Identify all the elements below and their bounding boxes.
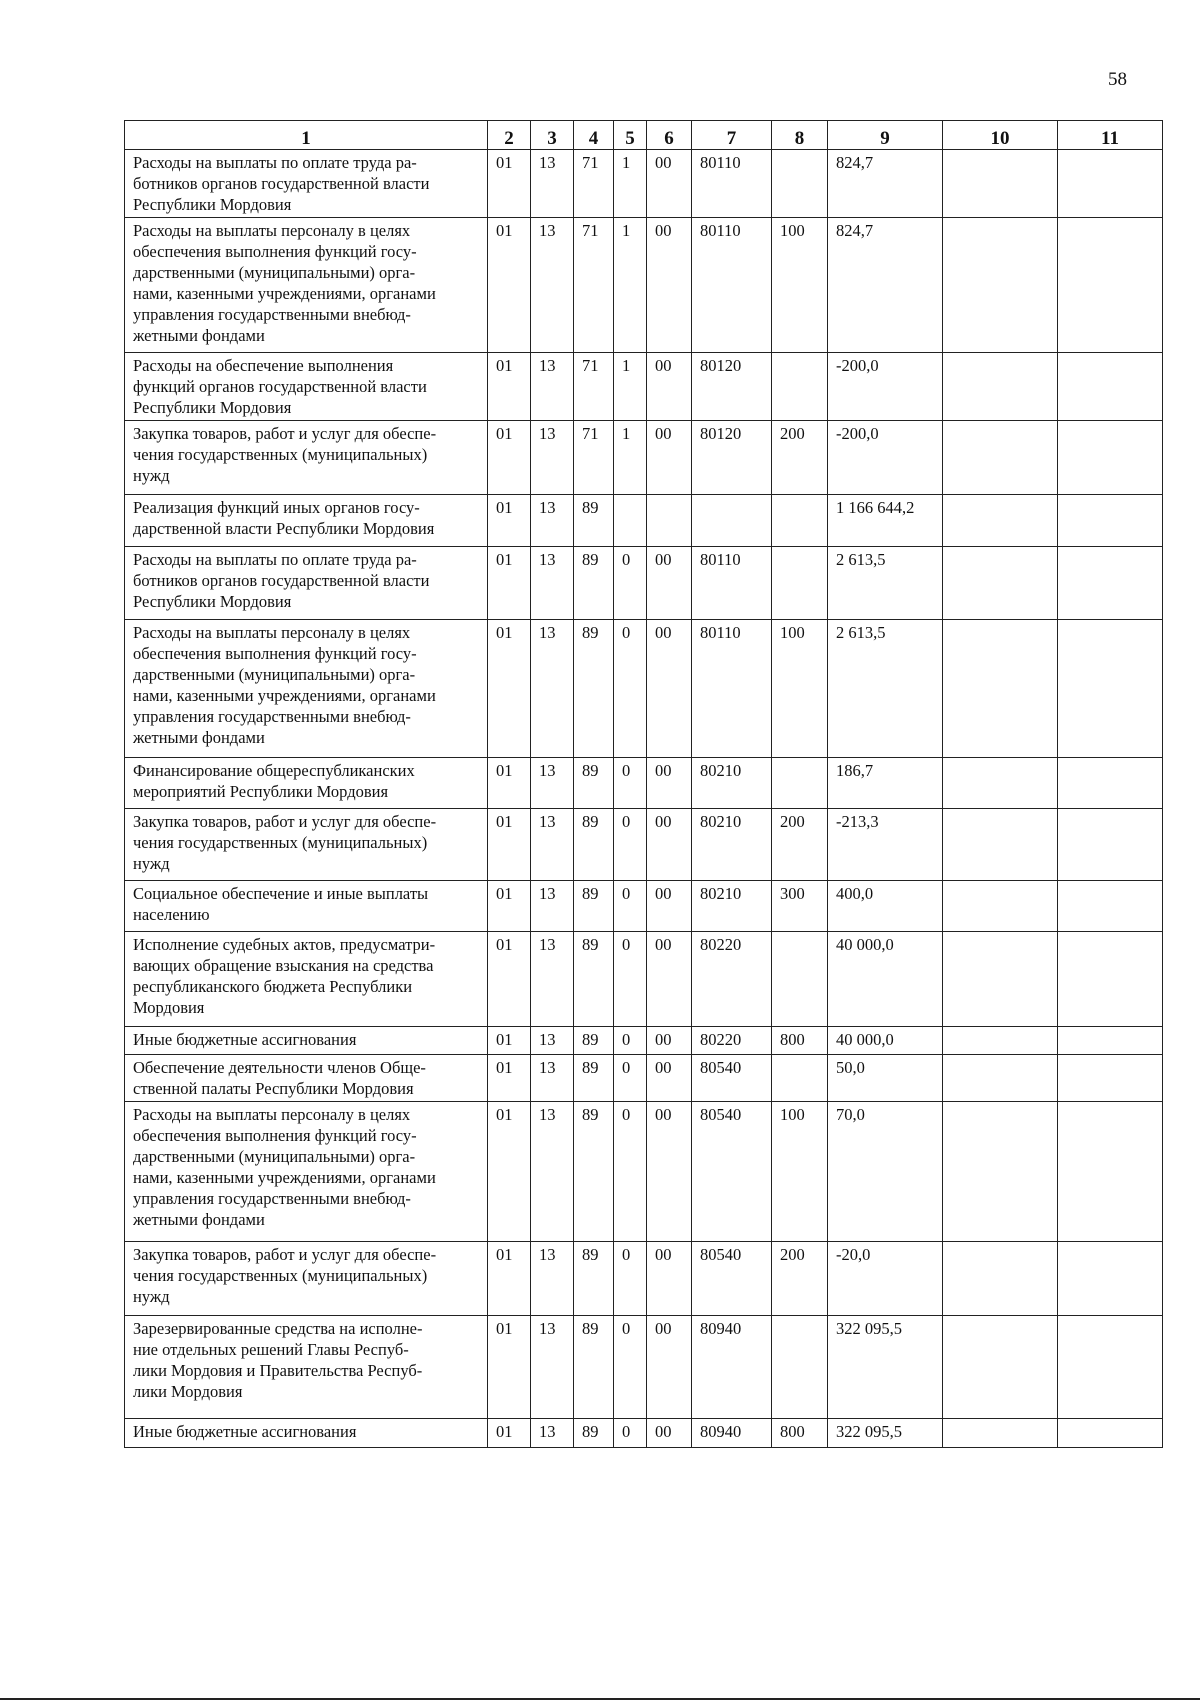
row-cell-col3: 13 (531, 620, 574, 758)
header-cell: 4 (574, 121, 614, 150)
row-cell-col7: 80110 (692, 547, 772, 620)
row-cell-col5: 0 (614, 1316, 647, 1419)
row-cell-col3: 13 (531, 150, 574, 218)
row-cell-col11 (1058, 620, 1163, 758)
page-number: 58 (1108, 69, 1127, 90)
header-cell: 5 (614, 121, 647, 150)
row-description: Финансирование общереспубликанских мероприятий Республики Мордовия (125, 758, 488, 809)
row-cell-col7: 80110 (692, 620, 772, 758)
row-cell-col5: 0 (614, 758, 647, 809)
row-cell-col2: 01 (488, 547, 531, 620)
table-row (125, 218, 1163, 353)
row-description: Расходы на выплаты по оплате труда ра- ботников органов государственной власти Республики Мордовия (125, 150, 488, 218)
row-cell-col11 (1058, 547, 1163, 620)
row-description: Расходы на выплаты персоналу в целях обеспечения выполнения функций госу- дарственными (муниципальными) орга- нами, казенными учреждениями, органами управления государственными внебюд- жетными фондами (125, 218, 488, 353)
row-cell-col3: 13 (531, 809, 574, 881)
row-cell-col7: 80120 (692, 353, 772, 421)
row-description: Обеспечение деятельности членов Обще- ственной палаты Республики Мордовия (125, 1055, 488, 1102)
row-cell-col8: 800 (772, 1027, 828, 1055)
row-cell-col5: 0 (614, 809, 647, 881)
table-row (125, 495, 1163, 547)
table-row (125, 932, 1163, 1027)
row-cell-col3: 13 (531, 1242, 574, 1316)
row-cell-col9: 2 613,5 (828, 620, 943, 758)
row-cell-col11 (1058, 1316, 1163, 1419)
row-description: Зарезервированные средства на исполне- ние отдельных решений Главы Респуб- лики Мордовия и Правительства Респуб- лики Мордовия (125, 1316, 488, 1419)
row-cell-col8: 100 (772, 620, 828, 758)
row-cell-col4: 71 (574, 353, 614, 421)
table-row (125, 758, 1163, 809)
row-cell-col2: 01 (488, 421, 531, 495)
table-row (125, 881, 1163, 932)
row-cell-col6: 00 (647, 353, 692, 421)
row-cell-col10 (943, 1055, 1058, 1102)
row-cell-col2: 01 (488, 150, 531, 218)
row-cell-col2: 01 (488, 218, 531, 353)
row-cell-col6: 00 (647, 932, 692, 1027)
table-row (125, 353, 1163, 421)
header-cell: 2 (488, 121, 531, 150)
row-cell-col9: 2 613,5 (828, 547, 943, 620)
row-cell-col5: 0 (614, 1102, 647, 1242)
row-description: Социальное обеспечение и иные выплаты населению (125, 881, 488, 932)
row-cell-col3: 13 (531, 353, 574, 421)
table-row (125, 1419, 1163, 1448)
row-cell-col9: -200,0 (828, 421, 943, 495)
row-cell-col3: 13 (531, 421, 574, 495)
row-cell-col6: 00 (647, 758, 692, 809)
row-cell-col7: 80540 (692, 1102, 772, 1242)
row-cell-col11 (1058, 932, 1163, 1027)
row-cell-col6: 00 (647, 1242, 692, 1316)
row-cell-col6: 00 (647, 809, 692, 881)
row-cell-col8 (772, 495, 828, 547)
row-cell-col8: 800 (772, 1419, 828, 1448)
row-cell-col4: 89 (574, 1027, 614, 1055)
row-cell-col3: 13 (531, 758, 574, 809)
row-cell-col4: 71 (574, 421, 614, 495)
row-cell-col8: 200 (772, 1242, 828, 1316)
row-cell-col2: 01 (488, 1055, 531, 1102)
row-cell-col8 (772, 932, 828, 1027)
header-cell: 1 (125, 121, 488, 150)
row-cell-col2: 01 (488, 881, 531, 932)
row-description: Исполнение судебных актов, предусматри- вающих обращение взыскания на средства республиканского бюджета Республики Мордовия (125, 932, 488, 1027)
row-cell-col7: 80540 (692, 1242, 772, 1316)
row-cell-col4: 71 (574, 150, 614, 218)
row-cell-col11 (1058, 758, 1163, 809)
row-cell-col9: 1 166 644,2 (828, 495, 943, 547)
table-row (125, 1242, 1163, 1316)
row-cell-col9: 322 095,5 (828, 1419, 943, 1448)
row-cell-col11 (1058, 1419, 1163, 1448)
row-cell-col5: 0 (614, 1242, 647, 1316)
row-cell-col10 (943, 547, 1058, 620)
row-cell-col10 (943, 421, 1058, 495)
row-cell-col3: 13 (531, 1055, 574, 1102)
row-cell-col5: 1 (614, 353, 647, 421)
header-cell: 9 (828, 121, 943, 150)
row-cell-col6: 00 (647, 1419, 692, 1448)
row-cell-col6: 00 (647, 1055, 692, 1102)
row-cell-col8 (772, 547, 828, 620)
row-cell-col4: 71 (574, 218, 614, 353)
row-cell-col7 (692, 495, 772, 547)
row-description: Расходы на выплаты персоналу в целях обеспечения выполнения функций госу- дарственными (муниципальными) орга- нами, казенными учреждениями, органами управления государственными внебюд- жетными фондами (125, 620, 488, 758)
row-cell-col5: 1 (614, 218, 647, 353)
row-cell-col10 (943, 353, 1058, 421)
row-cell-col11 (1058, 218, 1163, 353)
row-cell-col11 (1058, 150, 1163, 218)
row-cell-col5: 0 (614, 932, 647, 1027)
row-cell-col8: 200 (772, 809, 828, 881)
row-cell-col10 (943, 758, 1058, 809)
budget-table (124, 120, 1163, 1448)
row-cell-col4: 89 (574, 1316, 614, 1419)
row-cell-col6 (647, 495, 692, 547)
row-cell-col5: 0 (614, 1419, 647, 1448)
row-description: Иные бюджетные ассигнования (125, 1419, 488, 1448)
row-cell-col10 (943, 932, 1058, 1027)
table-body (125, 150, 1163, 1448)
row-cell-col2: 01 (488, 932, 531, 1027)
row-cell-col3: 13 (531, 495, 574, 547)
row-cell-col10 (943, 809, 1058, 881)
row-cell-col8 (772, 150, 828, 218)
row-cell-col9: -20,0 (828, 1242, 943, 1316)
row-cell-col10 (943, 495, 1058, 547)
row-cell-col11 (1058, 809, 1163, 881)
table-row (125, 1027, 1163, 1055)
row-description: Иные бюджетные ассигнования (125, 1027, 488, 1055)
row-description: Закупка товаров, работ и услуг для обеспе- чения государственных (муниципальных) нужд (125, 809, 488, 881)
row-cell-col4: 89 (574, 758, 614, 809)
header-cell: 11 (1058, 121, 1163, 150)
row-cell-col4: 89 (574, 495, 614, 547)
row-cell-col9: 186,7 (828, 758, 943, 809)
row-cell-col8: 200 (772, 421, 828, 495)
row-cell-col11 (1058, 421, 1163, 495)
row-cell-col6: 00 (647, 1316, 692, 1419)
row-cell-col10 (943, 1102, 1058, 1242)
row-description: Реализация функций иных органов госу- дарственной власти Республики Мордовия (125, 495, 488, 547)
row-cell-col5: 0 (614, 1055, 647, 1102)
row-cell-col4: 89 (574, 1102, 614, 1242)
row-cell-col11 (1058, 881, 1163, 932)
row-cell-col2: 01 (488, 1316, 531, 1419)
row-cell-col10 (943, 150, 1058, 218)
row-cell-col10 (943, 881, 1058, 932)
row-cell-col6: 00 (647, 1027, 692, 1055)
row-cell-col3: 13 (531, 932, 574, 1027)
row-cell-col8: 300 (772, 881, 828, 932)
row-cell-col7: 80210 (692, 758, 772, 809)
row-cell-col4: 89 (574, 620, 614, 758)
row-cell-col2: 01 (488, 620, 531, 758)
row-cell-col7: 80540 (692, 1055, 772, 1102)
row-cell-col2: 01 (488, 1419, 531, 1448)
row-cell-col5: 0 (614, 547, 647, 620)
row-cell-col9: 40 000,0 (828, 932, 943, 1027)
row-cell-col3: 13 (531, 547, 574, 620)
row-cell-col11 (1058, 1055, 1163, 1102)
header-cell: 8 (772, 121, 828, 150)
table-row (125, 620, 1163, 758)
row-cell-col8: 100 (772, 218, 828, 353)
header-cell: 3 (531, 121, 574, 150)
row-cell-col11 (1058, 1102, 1163, 1242)
row-cell-col11 (1058, 1242, 1163, 1316)
row-cell-col8 (772, 758, 828, 809)
table-row (125, 150, 1163, 218)
row-description: Расходы на выплаты по оплате труда ра- ботников органов государственной власти Республики Мордовия (125, 547, 488, 620)
row-cell-col3: 13 (531, 1419, 574, 1448)
row-cell-col8 (772, 1316, 828, 1419)
row-cell-col8 (772, 1055, 828, 1102)
row-cell-col7: 80220 (692, 1027, 772, 1055)
row-cell-col6: 00 (647, 881, 692, 932)
row-cell-col5: 0 (614, 620, 647, 758)
row-cell-col4: 89 (574, 1419, 614, 1448)
header-row (125, 121, 1163, 150)
row-cell-col9: 322 095,5 (828, 1316, 943, 1419)
table-row (125, 547, 1163, 620)
row-cell-col4: 89 (574, 547, 614, 620)
row-cell-col6: 00 (647, 1102, 692, 1242)
row-cell-col2: 01 (488, 1027, 531, 1055)
row-cell-col9: 400,0 (828, 881, 943, 932)
row-cell-col2: 01 (488, 1102, 531, 1242)
row-cell-col6: 00 (647, 218, 692, 353)
row-cell-col6: 00 (647, 421, 692, 495)
row-cell-col7: 80110 (692, 150, 772, 218)
row-cell-col7: 80940 (692, 1316, 772, 1419)
row-cell-col5: 1 (614, 150, 647, 218)
row-cell-col10 (943, 620, 1058, 758)
row-cell-col10 (943, 1419, 1058, 1448)
row-cell-col7: 80220 (692, 932, 772, 1027)
row-cell-col5: 1 (614, 421, 647, 495)
row-description: Закупка товаров, работ и услуг для обеспе- чения государственных (муниципальных) нужд (125, 1242, 488, 1316)
row-description: Расходы на обеспечение выполнения функций органов государственной власти Республики Мордовия (125, 353, 488, 421)
row-cell-col4: 89 (574, 1055, 614, 1102)
row-cell-col5: 0 (614, 1027, 647, 1055)
row-cell-col4: 89 (574, 1242, 614, 1316)
row-cell-col9: 40 000,0 (828, 1027, 943, 1055)
row-cell-col9: -213,3 (828, 809, 943, 881)
row-cell-col3: 13 (531, 218, 574, 353)
table-row (125, 1102, 1163, 1242)
table-row (125, 809, 1163, 881)
row-cell-col2: 01 (488, 1242, 531, 1316)
row-cell-col2: 01 (488, 495, 531, 547)
row-cell-col6: 00 (647, 620, 692, 758)
row-cell-col7: 80940 (692, 1419, 772, 1448)
row-cell-col9: -200,0 (828, 353, 943, 421)
row-cell-col5: 0 (614, 881, 647, 932)
header-cell: 7 (692, 121, 772, 150)
row-cell-col7: 80210 (692, 881, 772, 932)
row-cell-col9: 50,0 (828, 1055, 943, 1102)
row-cell-col2: 01 (488, 809, 531, 881)
row-cell-col4: 89 (574, 932, 614, 1027)
row-cell-col10 (943, 1027, 1058, 1055)
row-cell-col2: 01 (488, 758, 531, 809)
row-cell-col7: 80210 (692, 809, 772, 881)
row-cell-col7: 80120 (692, 421, 772, 495)
row-cell-col8 (772, 353, 828, 421)
table-row (125, 1316, 1163, 1419)
row-cell-col8: 100 (772, 1102, 828, 1242)
row-cell-col3: 13 (531, 1102, 574, 1242)
table-row (125, 1055, 1163, 1102)
bottom-edge-line (0, 1698, 1200, 1700)
row-cell-col10 (943, 218, 1058, 353)
row-cell-col2: 01 (488, 353, 531, 421)
row-cell-col4: 89 (574, 809, 614, 881)
row-description: Закупка товаров, работ и услуг для обеспе- чения государственных (муниципальных) нужд (125, 421, 488, 495)
row-cell-col11 (1058, 495, 1163, 547)
row-cell-col10 (943, 1242, 1058, 1316)
row-cell-col11 (1058, 1027, 1163, 1055)
row-cell-col9: 824,7 (828, 218, 943, 353)
row-cell-col9: 824,7 (828, 150, 943, 218)
row-cell-col10 (943, 1316, 1058, 1419)
row-cell-col9: 70,0 (828, 1102, 943, 1242)
row-description: Расходы на выплаты персоналу в целях обеспечения выполнения функций госу- дарственными (муниципальными) орга- нами, казенными учреждениями, органами управления государственными внебюд- жетными фондами (125, 1102, 488, 1242)
header-cell: 10 (943, 121, 1058, 150)
row-cell-col7: 80110 (692, 218, 772, 353)
row-cell-col3: 13 (531, 1027, 574, 1055)
row-cell-col6: 00 (647, 150, 692, 218)
row-cell-col5 (614, 495, 647, 547)
header-cell: 6 (647, 121, 692, 150)
row-cell-col11 (1058, 353, 1163, 421)
row-cell-col3: 13 (531, 881, 574, 932)
row-cell-col3: 13 (531, 1316, 574, 1419)
row-cell-col4: 89 (574, 881, 614, 932)
table-row (125, 421, 1163, 495)
row-cell-col6: 00 (647, 547, 692, 620)
